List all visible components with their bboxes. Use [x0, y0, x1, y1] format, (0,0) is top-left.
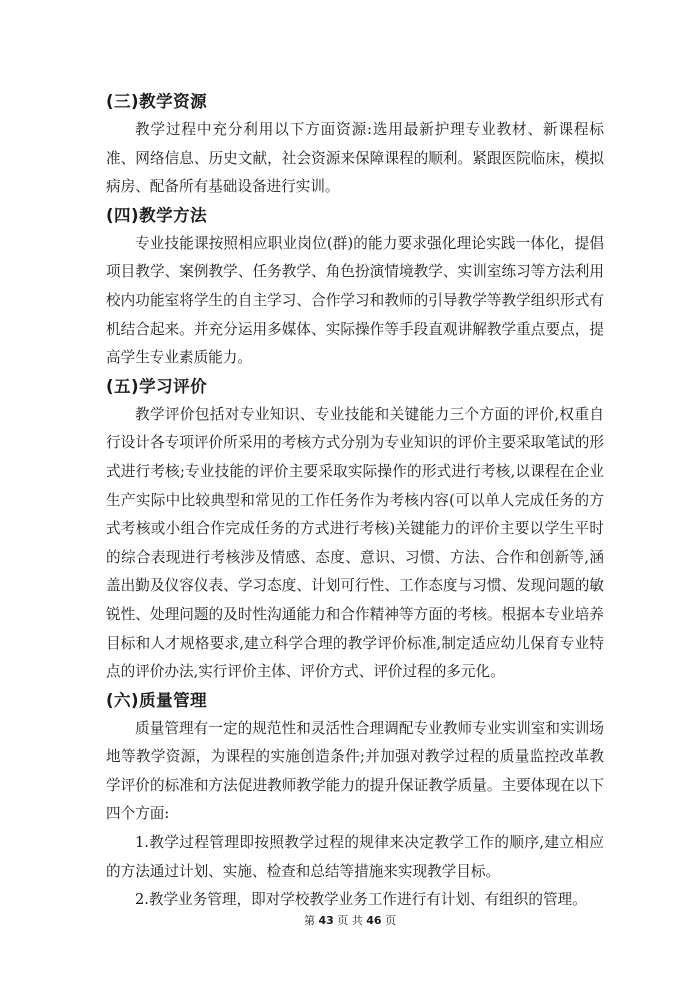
- footer-middle: 页 共: [337, 914, 363, 927]
- list-item: 1.教学过程管理即按照教学过程的规律来决定教学工作的顺序,建立相应的方法通过计划、实施、检查和总结等措施来实现教学目标。: [106, 834, 604, 880]
- section-learning-evaluation: [106, 373, 604, 687]
- page-content: [106, 88, 604, 915]
- paragraph: 质量管理有一定的规范性和灵活性合理调配专业教师专业实训室和实训场地等教学资源，为课程的实施创造条件;并加强对教学过程的质量监控改革教学评价的标准和方法促进教师教学能力的提升保证教学质量。主要体现在以下四个方面:: [106, 719, 604, 823]
- list-item: 2.教学业务管理，即对学校教学业务工作进行有计划、有组织的管理。: [135, 891, 587, 909]
- footer-prefix: 第: [303, 914, 315, 927]
- total-page-count: 46: [366, 914, 382, 927]
- section-teaching-resources: [106, 88, 604, 202]
- footer-suffix: 页: [385, 914, 397, 927]
- section-quality-management: [106, 687, 604, 915]
- section-heading: (三)教学资源: [106, 92, 208, 111]
- section-teaching-methods: [106, 202, 604, 373]
- section-heading: (六)质量管理: [106, 690, 208, 710]
- paragraph: 专业技能课按照相应职业岗位(群)的能力要求强化理论实践一体化，提倡项目教学、案例教学、任务教学、角色扮演情境教学、实训室练习等方法利用校内功能室将学生的自主学习、合作学习和教师的引导教学等教学组织形式有机结合起来。并充分运用多媒体、实际操作等手段直观讲解教学重点要点，提高学生专业素质能力。: [106, 234, 604, 367]
- section-heading: (四)教学方法: [106, 205, 208, 225]
- paragraph: 教学评价包括对专业知识、专业技能和关键能力三个方面的评价,权重自行设计各专项评价所采用的考核方式分别为专业知识的评价主要采取笔试的形式进行考核;专业技能的评价主要采取实际操作的形式进行考核,以课程在企业生产实际中比较典型和常见的工作任务作为考核内容(可以单人完成任务的方式考核或小组合作完成任务的方式进行考核)关键能力的评价主要以学生平时的综合表现进行考核涉及情感、态度、意识、习惯、方法、合作和创新等,涵盖出勤及仪容仪表、学习态度、计划可行性、工作态度与习惯、发现问题的敏锐性、处理问题的及时性沟通能力和合作精神等方面的考核。根据本专业培养目标和人才规格要求,建立科学合理的教学评价标准,制定适应幼儿保育专业特点的评价办法,实行评价主体、评价方式、评价过程的多元化。: [106, 405, 604, 681]
- current-page-number: 43: [318, 914, 334, 927]
- page-footer: [0, 913, 700, 929]
- paragraph: 教学过程中充分利用以下方面资源:选用最新护理专业教材、新课程标准、网络信息、历史文献，社会资源来保障课程的顺利。紧跟医院临床，模拟病房、配备所有基础设备进行实训。: [106, 121, 604, 196]
- section-heading: (五)学习评价: [106, 376, 208, 396]
